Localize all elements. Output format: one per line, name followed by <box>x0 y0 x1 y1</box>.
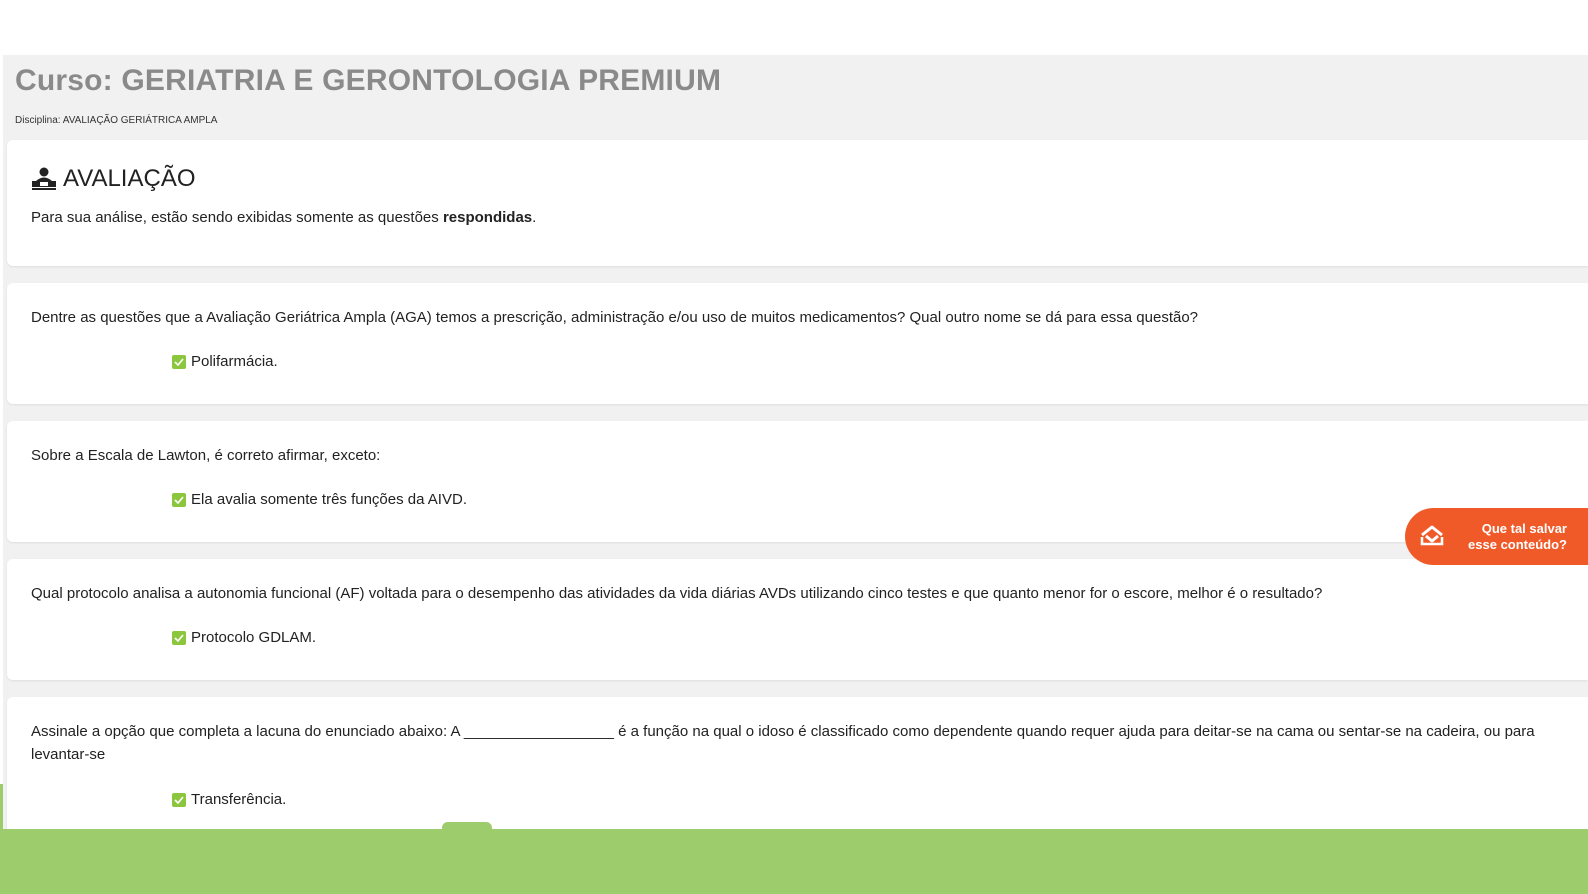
question-text: Qual protocolo analisa a autonomia funcional (AF) voltada para o desempenho das atividades da vida diárias AVDs utilizando cinco testes e que quanto menor for o escore, melhor é o resultado? <box>31 585 1323 602</box>
answer-text: Polifarmácia. <box>191 353 278 370</box>
user-desk-icon <box>31 167 57 191</box>
save-content-label: Que tal salvar esse conteúdo? <box>1468 521 1567 552</box>
check-icon <box>172 631 186 645</box>
note-bold: respondidas <box>442 209 533 226</box>
question-card <box>7 421 1588 542</box>
question-text: Dentre as questões que a Avaliação Geriátrica Ampla (AGA) temos a prescrição, administração e/ou uso de muitos medicamentos? Qual outro nome se dá para essa questão? <box>31 309 1199 326</box>
question-text: Sobre a Escala de Lawton, é correto afirmar, exceto: <box>31 447 381 464</box>
check-icon <box>172 493 186 507</box>
footer-edge <box>0 784 3 834</box>
save-content-button[interactable] <box>1405 508 1588 565</box>
check-icon <box>172 793 186 807</box>
evaluation-card <box>7 140 1588 266</box>
answer-item <box>172 353 278 370</box>
evaluation-title: AVALIAÇÃO <box>63 165 196 192</box>
answer-item <box>172 629 316 646</box>
answer-text: Protocolo GDLAM. <box>191 629 317 646</box>
answer-item <box>172 791 286 808</box>
question-text: Assinale a opção que completa a lacuna do enunciado abaixo: A __________________ é a função na qual o idoso é classificado como dependente quando requer ajuda para deitar-se na cama ou sentar-se na cadeira, ou para levantar-se <box>31 723 1535 763</box>
answer-item <box>172 491 467 508</box>
question-card <box>7 697 1588 837</box>
question-card <box>7 559 1588 680</box>
save-bookmark-icon <box>1419 524 1445 553</box>
answer-text: Transferência. <box>191 791 287 808</box>
course-title: Curso: GERIATRIA E GERONTOLOGIA PREMIUM <box>15 64 722 97</box>
evaluation-heading <box>31 165 196 193</box>
question-card <box>7 283 1588 404</box>
note-prefix: Para sua análise, estão sendo exibidas somente as questões <box>31 209 443 226</box>
answer-text: Ela avalia somente três funções da AIVD. <box>191 491 467 508</box>
discipline-label: Disciplina: AVALIAÇÃO GERIÁTRICA AMPLA <box>15 115 218 126</box>
check-icon <box>172 355 186 369</box>
evaluation-note <box>31 209 536 226</box>
footer-bar <box>0 829 1588 894</box>
note-suffix: . <box>532 209 537 226</box>
